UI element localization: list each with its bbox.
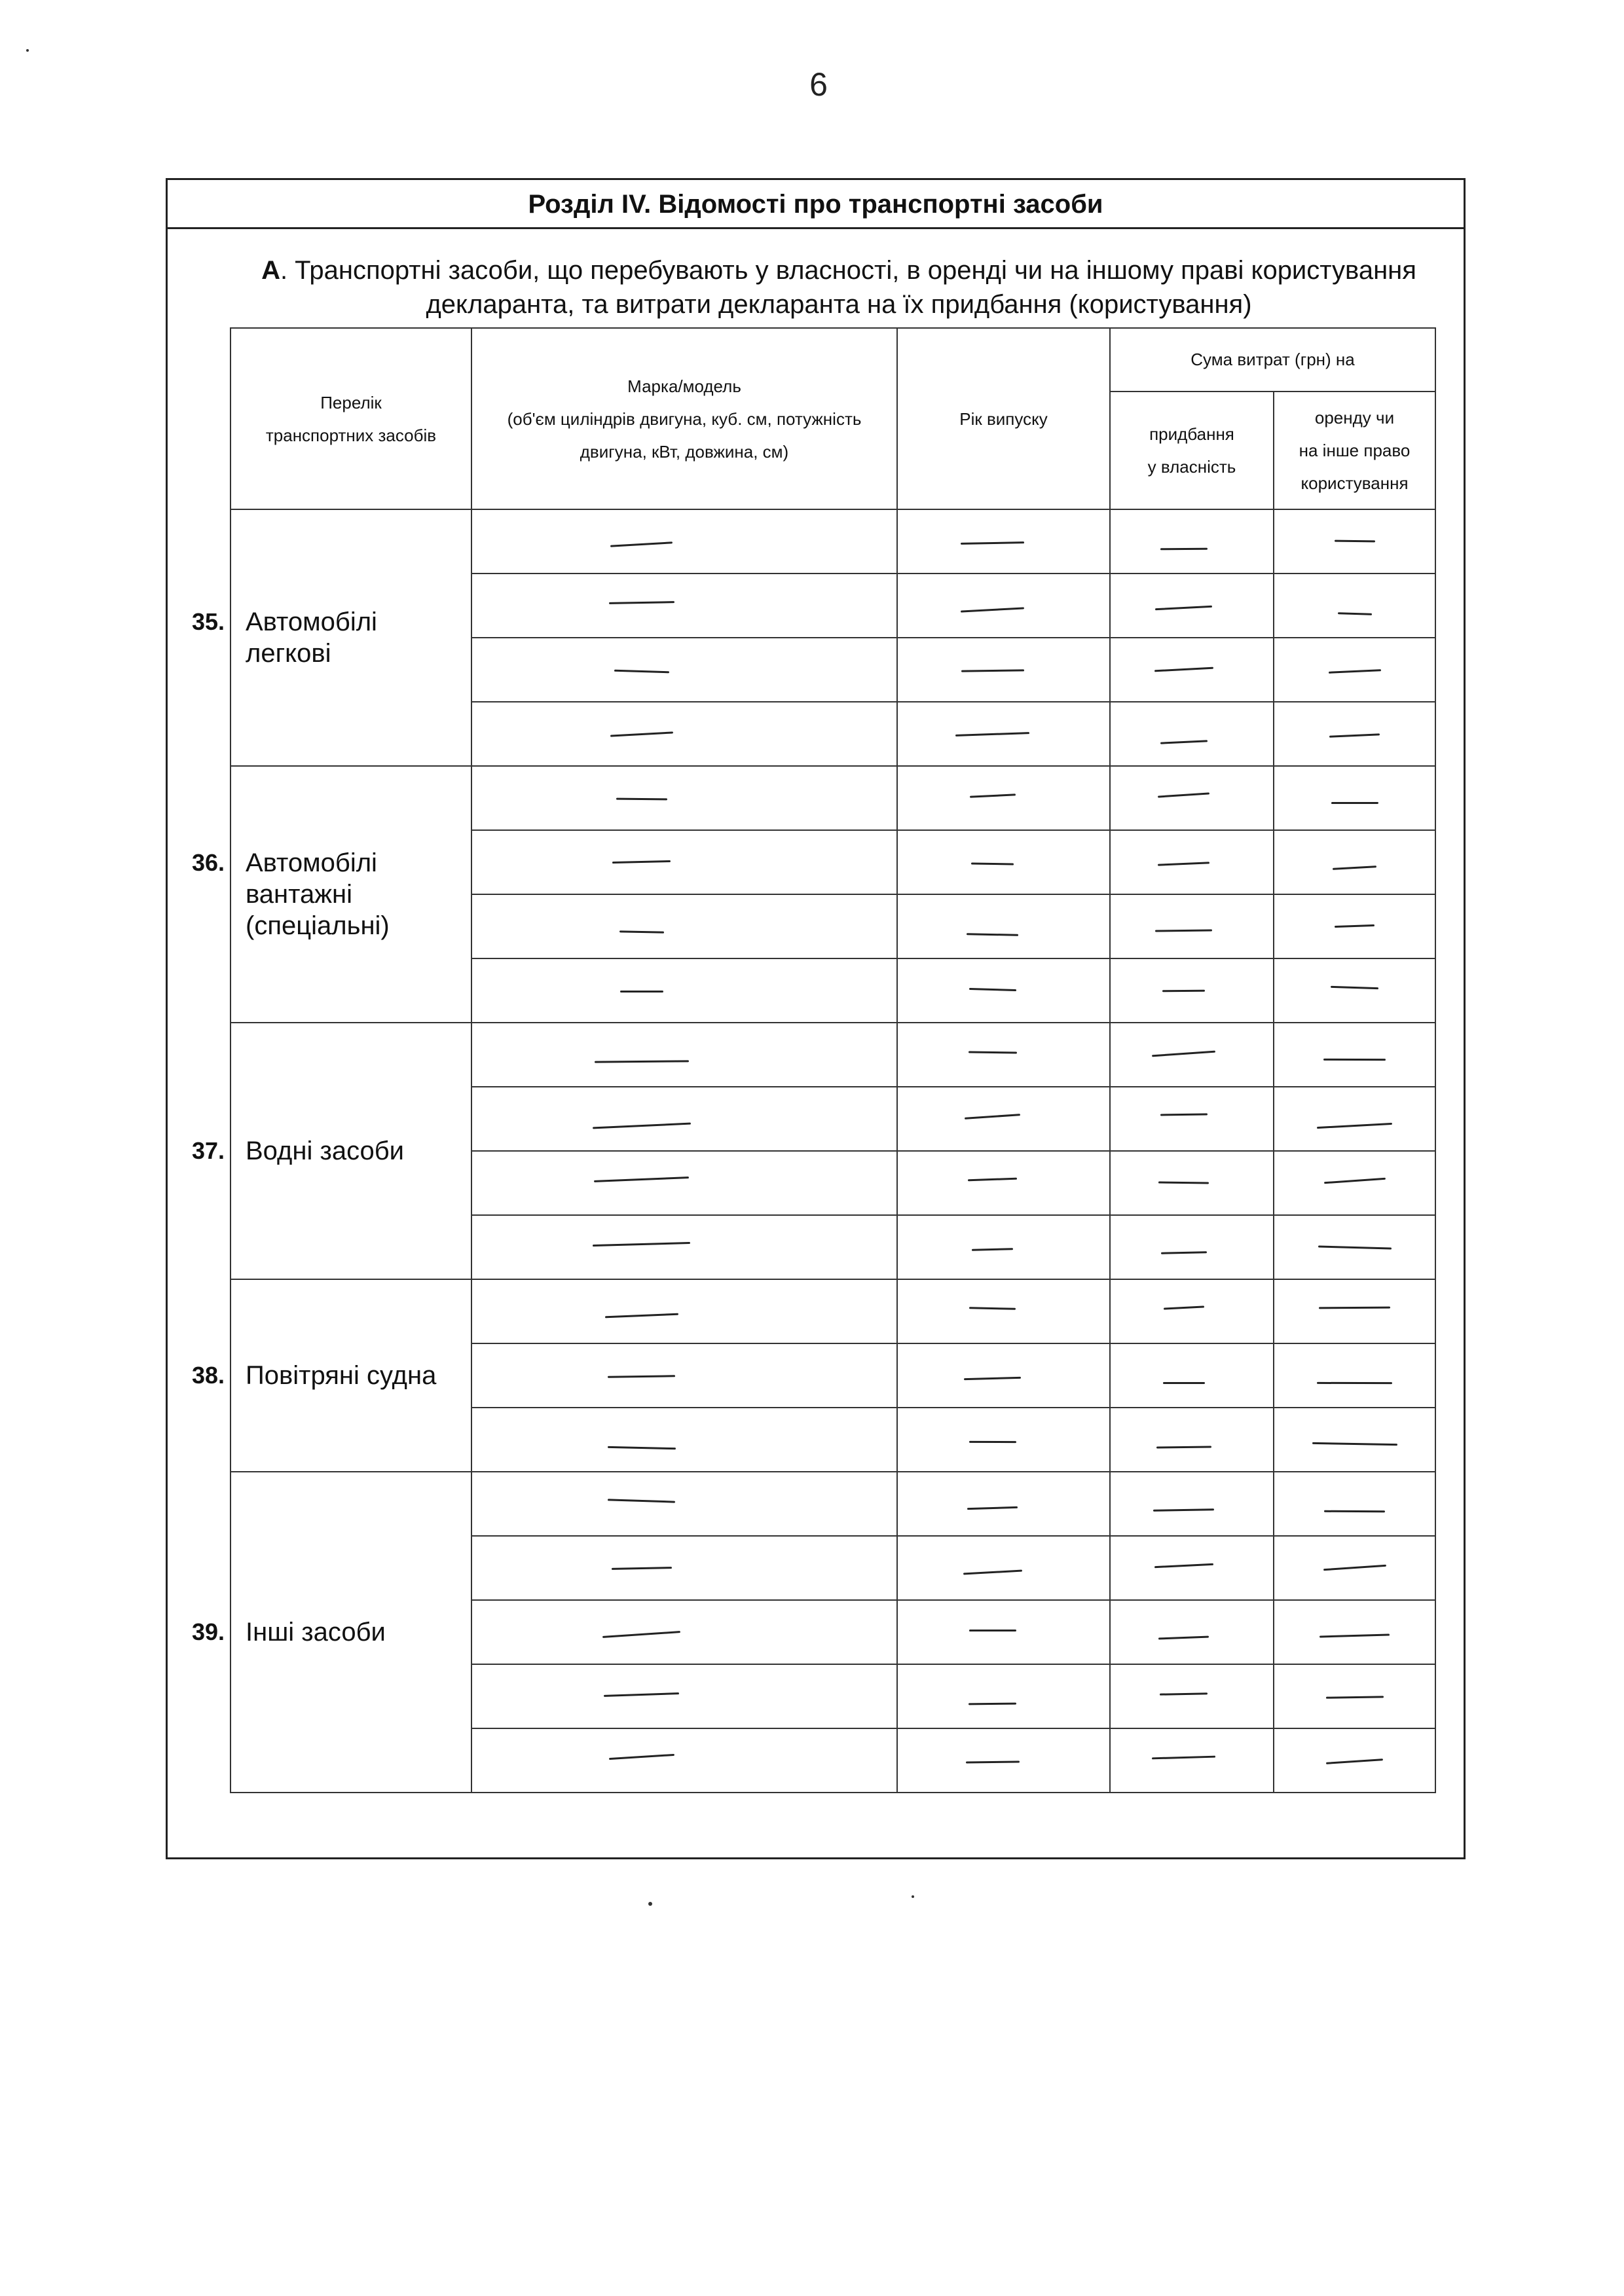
empty-value-cell <box>1274 894 1435 958</box>
handwritten-dash <box>610 731 673 737</box>
empty-value-cell <box>897 766 1110 830</box>
empty-value-cell <box>471 1536 897 1600</box>
header-year: Рік випуску <box>897 328 1110 509</box>
empty-value-cell <box>1274 1664 1435 1728</box>
handwritten-dash <box>612 860 671 864</box>
empty-value-cell <box>1110 1600 1274 1664</box>
empty-value-cell <box>1110 1279 1274 1343</box>
table-row <box>231 1279 1435 1343</box>
handwritten-dash <box>616 798 667 801</box>
empty-value-cell <box>1110 1536 1274 1600</box>
empty-value-cell <box>471 1023 897 1087</box>
handwritten-dash <box>972 1248 1013 1251</box>
table-row <box>231 1023 1435 1087</box>
handwritten-dash <box>604 1692 679 1697</box>
empty-value-cell <box>897 509 1110 574</box>
empty-value-cell <box>1110 1343 1274 1408</box>
handwritten-dash <box>1332 866 1376 870</box>
scan-speck <box>26 49 29 52</box>
handwritten-dash <box>961 607 1024 612</box>
category-number: 37. <box>191 1137 225 1164</box>
handwritten-dash <box>1158 1182 1209 1184</box>
handwritten-dash <box>1160 548 1208 551</box>
category-number: 35. <box>191 608 225 635</box>
category-label: Автомобілі <box>246 848 377 877</box>
empty-value-cell <box>1110 1215 1274 1279</box>
handwritten-dash <box>608 1446 676 1449</box>
empty-value-cell <box>471 638 897 702</box>
empty-value-cell <box>1274 574 1435 638</box>
handwritten-dash <box>967 933 1018 936</box>
empty-value-cell <box>1274 509 1435 574</box>
handwritten-dash <box>608 1375 675 1377</box>
subsection-text-line1: . Транспортні засоби, що перебувають у власності, в оренді чи на іншому праві користування <box>280 256 1416 285</box>
handwritten-dash <box>955 732 1029 737</box>
handwritten-dash <box>961 541 1024 545</box>
empty-value-cell <box>471 1728 897 1793</box>
empty-value-cell <box>1110 1472 1274 1536</box>
handwritten-dash <box>1152 1756 1215 1760</box>
empty-value-cell <box>1274 1151 1435 1215</box>
handwritten-dash <box>969 1441 1016 1443</box>
handwritten-dash <box>1154 1563 1213 1568</box>
category-cell <box>191 1472 471 1793</box>
section-frame <box>166 178 1466 1859</box>
empty-value-cell <box>471 702 897 766</box>
handwritten-dash <box>963 1570 1022 1575</box>
empty-value-cell <box>1110 702 1274 766</box>
empty-value-cell <box>897 1600 1110 1664</box>
category-label: вантажні <box>246 880 352 909</box>
empty-value-cell <box>897 574 1110 638</box>
handwritten-dash <box>970 793 1016 797</box>
handwritten-dash <box>612 1567 672 1570</box>
empty-value-cell <box>1274 1408 1435 1472</box>
handwritten-dash <box>602 1631 680 1638</box>
handwritten-dash <box>1155 929 1212 932</box>
handwritten-dash <box>595 1060 689 1063</box>
category-cell <box>191 509 471 766</box>
empty-value-cell <box>1110 894 1274 958</box>
handwritten-dash <box>610 541 673 547</box>
subsection-letter: А <box>261 256 280 285</box>
empty-value-cell <box>1110 574 1274 638</box>
handwritten-dash <box>1328 669 1380 674</box>
handwritten-dash <box>1312 1442 1397 1446</box>
scan-speck <box>912 1895 914 1898</box>
handwritten-dash <box>594 1176 689 1182</box>
empty-value-cell <box>1110 638 1274 702</box>
empty-value-cell <box>897 1215 1110 1279</box>
empty-value-cell <box>1274 1343 1435 1408</box>
empty-value-cell <box>1110 1023 1274 1087</box>
empty-value-cell <box>897 702 1110 766</box>
table-body <box>191 509 1435 1793</box>
handwritten-dash <box>1319 1634 1389 1638</box>
empty-value-cell <box>1274 1023 1435 1087</box>
handwritten-dash <box>1334 540 1375 543</box>
table-row <box>231 509 1435 574</box>
empty-value-cell <box>471 830 897 894</box>
header-purchase: придбання у власність <box>1110 392 1274 509</box>
handwritten-dash <box>1323 1059 1385 1061</box>
scan-speck <box>648 1902 652 1906</box>
handwritten-dash <box>1334 924 1374 928</box>
handwritten-dash <box>1160 740 1208 744</box>
empty-value-cell <box>1274 830 1435 894</box>
handwritten-dash <box>1158 1636 1209 1640</box>
empty-value-cell <box>1110 1151 1274 1215</box>
handwritten-dash <box>1158 792 1209 797</box>
handwritten-dash <box>608 1499 675 1503</box>
empty-value-cell <box>897 1536 1110 1600</box>
empty-value-cell <box>897 1343 1110 1408</box>
handwritten-dash <box>969 1051 1017 1053</box>
empty-value-cell <box>471 1408 897 1472</box>
handwritten-dash <box>969 988 1016 991</box>
category-number: 36. <box>191 849 225 876</box>
handwritten-dash <box>619 930 664 933</box>
handwritten-dash <box>1162 990 1205 993</box>
category-label: Автомобілі <box>246 608 377 636</box>
category-label: Повітряні судна <box>246 1361 437 1390</box>
empty-value-cell <box>471 1151 897 1215</box>
handwritten-dash <box>961 669 1024 672</box>
handwritten-dash <box>1318 1245 1391 1249</box>
empty-value-cell <box>897 1151 1110 1215</box>
empty-value-cell <box>471 1279 897 1343</box>
category-label: легкові <box>246 639 331 668</box>
handwritten-dash <box>1330 986 1378 989</box>
subsection-heading <box>230 253 1448 321</box>
header-sum: Сума витрат (грн) на <box>1110 328 1435 392</box>
subsection-text-line2: декларанта, та витрати декларанта на їх придбання (користування) <box>426 290 1252 319</box>
handwritten-dash <box>614 670 669 673</box>
empty-value-cell <box>1110 1408 1274 1472</box>
handwritten-dash <box>969 1307 1016 1310</box>
table-row <box>231 766 1435 830</box>
empty-value-cell <box>471 958 897 1023</box>
table-row <box>231 1472 1435 1536</box>
handwritten-dash <box>1325 1758 1382 1764</box>
empty-value-cell <box>1274 638 1435 702</box>
handwritten-dash <box>964 1377 1021 1380</box>
handwritten-dash <box>1331 802 1378 804</box>
handwritten-dash <box>965 1114 1020 1120</box>
empty-value-cell <box>471 1215 897 1279</box>
empty-value-cell <box>471 894 897 958</box>
empty-value-cell <box>897 1728 1110 1793</box>
handwritten-dash <box>1323 1565 1386 1571</box>
category-label: (спеціальні) <box>246 911 390 940</box>
handwritten-dash <box>1153 1508 1214 1512</box>
empty-value-cell <box>471 1472 897 1536</box>
handwritten-dash <box>620 991 663 993</box>
category-cell <box>191 1023 471 1279</box>
empty-value-cell <box>471 1343 897 1408</box>
empty-value-cell <box>1274 1728 1435 1793</box>
category-cell <box>191 766 471 1023</box>
handwritten-dash <box>1156 1446 1211 1448</box>
category-number: 39. <box>191 1618 225 1645</box>
handwritten-dash <box>1317 1123 1392 1129</box>
empty-value-cell <box>897 1472 1110 1536</box>
header-list: Перелік транспортних засобів <box>231 328 471 509</box>
handwritten-dash <box>1161 1251 1207 1254</box>
empty-value-cell <box>471 766 897 830</box>
handwritten-dash <box>1316 1382 1392 1384</box>
handwritten-dash <box>593 1123 691 1129</box>
handwritten-dash <box>609 601 674 604</box>
handwritten-dash <box>1329 733 1379 737</box>
handwritten-dash <box>1158 862 1209 866</box>
empty-value-cell <box>1274 766 1435 830</box>
empty-value-cell <box>1274 1536 1435 1600</box>
empty-value-cell <box>897 1279 1110 1343</box>
handwritten-dash <box>1323 1510 1384 1512</box>
category-cell <box>191 1279 471 1472</box>
empty-value-cell <box>897 1023 1110 1087</box>
empty-value-cell <box>1274 1087 1435 1151</box>
empty-value-cell <box>897 638 1110 702</box>
handwritten-dash <box>1318 1307 1390 1309</box>
handwritten-dash <box>1154 667 1213 672</box>
handwritten-dash <box>1155 606 1212 610</box>
handwritten-dash <box>971 862 1014 865</box>
handwritten-dash <box>969 1703 1016 1705</box>
empty-value-cell <box>1110 1728 1274 1793</box>
empty-value-cell <box>1274 1215 1435 1279</box>
empty-value-cell <box>471 1087 897 1151</box>
handwritten-dash <box>969 1630 1016 1631</box>
handwritten-dash <box>1160 1692 1208 1695</box>
empty-value-cell <box>1274 702 1435 766</box>
category-label: Інші засоби <box>246 1618 386 1647</box>
empty-value-cell <box>471 1664 897 1728</box>
handwritten-dash <box>609 1754 674 1760</box>
section-title: Розділ IV. Відомості про транспортні засоби <box>168 180 1464 229</box>
empty-value-cell <box>897 894 1110 958</box>
empty-value-cell <box>897 1408 1110 1472</box>
empty-value-cell <box>1110 1087 1274 1151</box>
page-number: 6 <box>809 66 828 103</box>
empty-value-cell <box>1274 958 1435 1023</box>
empty-value-cell <box>897 958 1110 1023</box>
handwritten-dash <box>1152 1051 1215 1057</box>
handwritten-dash <box>1325 1696 1383 1698</box>
category-number: 38. <box>191 1362 225 1389</box>
handwritten-dash <box>605 1313 678 1319</box>
empty-value-cell <box>897 1664 1110 1728</box>
handwritten-dash <box>1160 1113 1208 1116</box>
handwritten-dash <box>593 1242 690 1247</box>
empty-value-cell <box>1110 958 1274 1023</box>
empty-value-cell <box>1274 1600 1435 1664</box>
vehicles-table <box>191 327 1436 1793</box>
empty-value-cell <box>471 1600 897 1664</box>
handwritten-dash <box>1324 1178 1386 1184</box>
header-rent: оренду чи на інше право користування <box>1274 392 1435 509</box>
empty-value-cell <box>1110 830 1274 894</box>
header-model: Марка/модель (об'єм циліндрів двигуна, куб. см, потужність двигуна, кВт, довжина, см) <box>471 328 897 509</box>
category-label: Водні засоби <box>246 1137 405 1165</box>
handwritten-dash <box>1164 1305 1204 1309</box>
handwritten-dash <box>966 1760 1020 1763</box>
handwritten-dash <box>1337 612 1371 615</box>
empty-value-cell <box>471 509 897 574</box>
handwritten-dash <box>1163 1382 1205 1384</box>
empty-value-cell <box>897 1087 1110 1151</box>
empty-value-cell <box>1110 509 1274 574</box>
handwritten-dash <box>968 1178 1017 1181</box>
empty-value-cell <box>1274 1279 1435 1343</box>
empty-value-cell <box>471 574 897 638</box>
empty-value-cell <box>1110 766 1274 830</box>
empty-value-cell <box>897 830 1110 894</box>
handwritten-dash <box>967 1506 1018 1510</box>
empty-value-cell <box>1110 1664 1274 1728</box>
empty-value-cell <box>1274 1472 1435 1536</box>
